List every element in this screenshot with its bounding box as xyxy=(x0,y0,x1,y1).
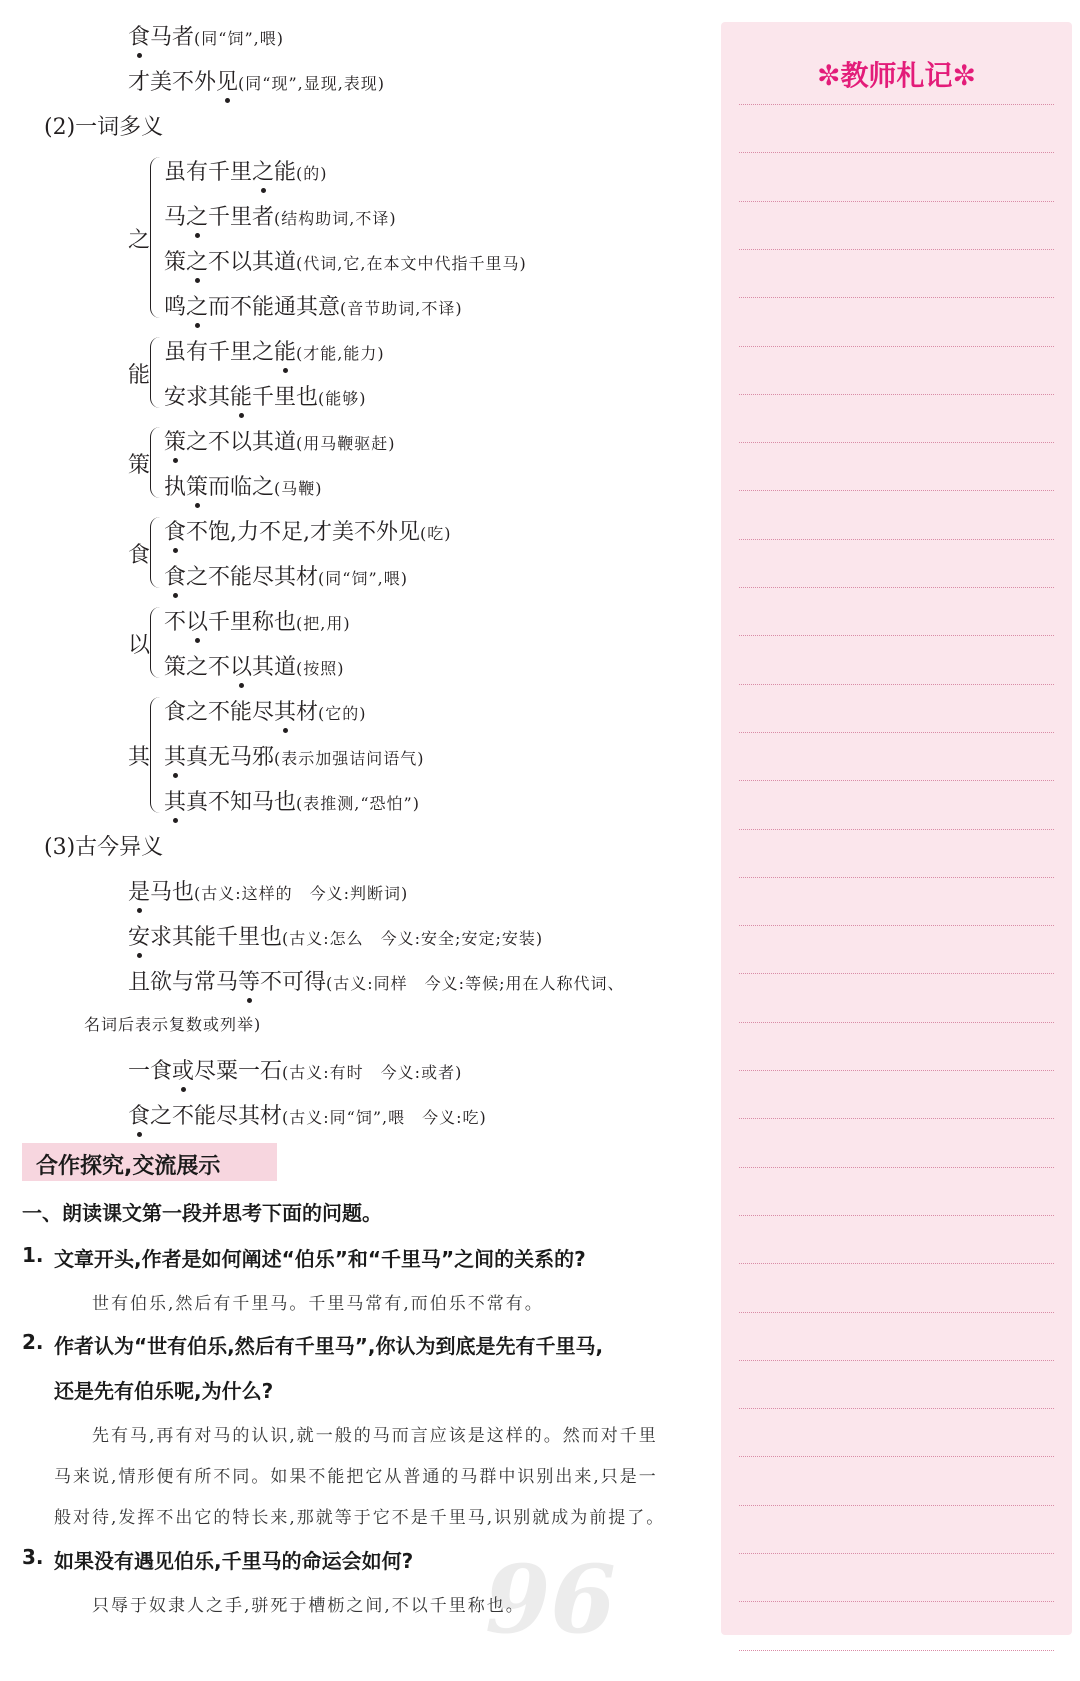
polysemy-item: 策之不以其道(代词,它,在本文中代指千里马) xyxy=(164,245,527,276)
polysemy-item: 其真无马邪(表示加强诘问语气) xyxy=(164,740,425,771)
notes-line xyxy=(739,829,1054,830)
notes-line xyxy=(739,1408,1054,1409)
polysemy-item: 其真不知马也(表推测,“恐怕”) xyxy=(164,785,420,816)
notes-line xyxy=(739,1601,1054,1602)
notes-line xyxy=(739,346,1054,347)
part-title: 一、朗读课文第一段并思考下面的问题。 xyxy=(22,1201,382,1225)
notes-line xyxy=(739,1456,1054,1457)
notes-line xyxy=(739,780,1054,781)
notes-line xyxy=(739,539,1054,540)
polysemy-keyword: 能 xyxy=(128,362,151,388)
polysemy-item: 食不饱,力不足,才美不外见(吃) xyxy=(164,515,452,546)
brace xyxy=(150,697,161,813)
question-number: 1. xyxy=(22,1243,44,1267)
tongjia-line: 才美不外见(同“现”,显现,表现) xyxy=(128,65,385,96)
notes-line xyxy=(739,490,1054,491)
polysemy-item: 马之千里者(结构助词,不译) xyxy=(164,200,397,231)
polysemy-item: 不以千里称也(把,用) xyxy=(164,605,351,636)
notes-line xyxy=(739,201,1054,202)
notes-line xyxy=(739,732,1054,733)
notes-line xyxy=(739,1312,1054,1313)
notes-line xyxy=(739,394,1054,395)
polysemy-item: 虽有千里之能(的) xyxy=(164,155,328,186)
notes-line xyxy=(739,1070,1054,1071)
notes-line xyxy=(739,684,1054,685)
polysemy-item: 执策而临之(马鞭) xyxy=(164,470,323,501)
notes-line xyxy=(739,1167,1054,1168)
teacher-notes-panel xyxy=(721,22,1072,1635)
notes-line xyxy=(739,635,1054,636)
gujin-line: 是马也(古义:这样的 今义:判断词) xyxy=(128,875,408,906)
notes-line xyxy=(739,249,1054,250)
notes-line xyxy=(739,1263,1054,1264)
answer-text: 世有伯乐,然后有千里马。千里马常有,而伯乐不常有。 xyxy=(92,1294,544,1314)
brace xyxy=(150,427,161,498)
brace xyxy=(150,157,161,318)
question-text: 作者认为“世有伯乐,然后有千里马”,你认为到底是先有千里马, xyxy=(54,1334,604,1358)
polysemy-keyword: 食 xyxy=(128,542,151,568)
polysemy-keyword: 策 xyxy=(128,452,151,478)
notes-line xyxy=(739,587,1054,588)
polysemy-keyword: 以 xyxy=(128,632,151,658)
gujin-line-continuation: 名词后表示复数或列举) xyxy=(84,1015,262,1034)
brace xyxy=(150,517,161,588)
question-number: 2. xyxy=(22,1330,44,1354)
notes-line xyxy=(739,1360,1054,1361)
notes-line xyxy=(739,1215,1054,1216)
polysemy-keyword: 之 xyxy=(128,227,151,253)
notes-line xyxy=(739,1650,1054,1651)
polysemy-item: 策之不以其道(按照) xyxy=(164,650,345,681)
answer-text: 只辱于奴隶人之手,骈死于槽枥之间,不以千里称也。 xyxy=(92,1596,525,1616)
polysemy-item: 策之不以其道(用马鞭驱赶) xyxy=(164,425,396,456)
section-title-polysemy: (2)一词多义 xyxy=(44,115,164,140)
brace xyxy=(150,337,161,408)
polysemy-item: 食之不能尽其材(同“饲”,喂) xyxy=(164,560,408,591)
answer-text: 般对待,发挥不出它的特长来,那就等于它不是千里马,识别就成为前提了。 xyxy=(54,1508,666,1528)
notes-line xyxy=(739,1505,1054,1506)
answer-text: 马来说,情形便有所不同。如果不能把它从普通的马群中识别出来,只是一 xyxy=(54,1467,658,1487)
polysemy-keyword: 其 xyxy=(128,745,151,770)
notes-line xyxy=(739,104,1054,105)
question-number: 3. xyxy=(22,1545,44,1569)
notes-line xyxy=(739,973,1054,974)
gujin-line: 安求其能千里也(古义:怎么 今义:安全;安定;安装) xyxy=(128,920,543,951)
teacher-notes-title: ✼教师札记✼ xyxy=(817,59,976,92)
question-text: 如果没有遇见伯乐,千里马的命运会如何? xyxy=(54,1549,414,1573)
polysemy-item: 食之不能尽其材(它的) xyxy=(164,695,367,726)
page-number: 96 xyxy=(485,1545,616,1655)
polysemy-item: 安求其能千里也(能够) xyxy=(164,380,367,411)
notes-line xyxy=(739,442,1054,443)
question-text: 文章开头,作者是如何阐述“伯乐”和“千里马”之间的关系的? xyxy=(54,1247,586,1271)
brace xyxy=(150,607,161,678)
gujin-line: 食之不能尽其材(古义:同“饲”,喂 今义:吃) xyxy=(128,1099,487,1130)
question-text: 还是先有伯乐呢,为什么? xyxy=(54,1379,274,1403)
polysemy-item: 鸣之而不能通其意(音节助词,不译) xyxy=(164,290,463,321)
notes-line xyxy=(739,1553,1054,1554)
notes-line xyxy=(739,152,1054,153)
section-heading: 合作探究,交流展示 xyxy=(36,1154,221,1179)
tongjia-line: 食马者(同“饲”,喂) xyxy=(128,20,284,51)
notes-line xyxy=(739,297,1054,298)
section-title-gujin: (3)古今异义 xyxy=(44,835,164,860)
polysemy-item: 虽有千里之能(才能,能力) xyxy=(164,335,385,366)
notes-line xyxy=(739,877,1054,878)
gujin-line: 且欲与常马等不可得(古义:同样 今义:等候;用在人称代词、 xyxy=(128,965,624,996)
answer-text: 先有马,再有对马的认识,就一般的马而言应该是这样的。然而对千里 xyxy=(92,1426,658,1446)
notes-line xyxy=(739,1118,1054,1119)
gujin-line: 一食或尽粟一石(古义:有时 今义:或者) xyxy=(128,1054,462,1085)
notes-line xyxy=(739,1022,1054,1023)
notes-line xyxy=(739,925,1054,926)
